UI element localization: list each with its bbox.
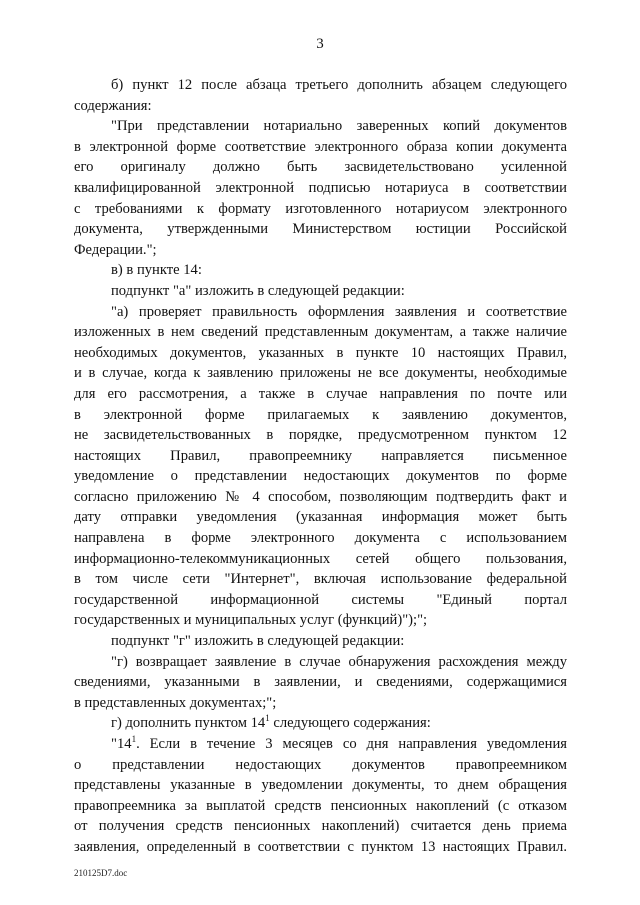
text-line: государственной информационной системы "Единый портал <box>74 591 567 608</box>
text-line: с требованиями к формату изготовленного нотариусом электронного <box>74 200 567 217</box>
text-line: в) в пункте 14: <box>111 262 202 279</box>
text-line: для его рассмотрения, а также в случае направления по почте или <box>74 385 567 402</box>
text-line: в представленных документах;"; <box>74 694 277 711</box>
text-line: квалифицированной электронной подписью нотариуса в соответствии <box>74 179 567 196</box>
text-line: Федерации."; <box>74 241 157 258</box>
text-line: в электронной форме соответствие электронного образа копии документа <box>74 138 567 155</box>
text-line: согласно приложению № 4 способом, позволяющим подтвердить факт и <box>74 488 567 505</box>
text-line: правопреемника за выплатой средств пенсионных накоплений (с отказом <box>74 797 567 814</box>
text-line: г) дополнить пунктом $14^1$ следующего содержания: <box>111 713 431 732</box>
text-line: направлена в форме электронного документа с использованием <box>74 530 567 547</box>
text-line: уведомление о представлении недостающих документов по форме <box>74 468 567 485</box>
document-body <box>74 75 567 858</box>
text-line: и в случае, когда к заявлению приложены не все документы, необходимые <box>74 365 567 382</box>
text-line: не засвидетельствованных в порядке, предусмотренном пунктом 12 <box>74 427 567 444</box>
text-line: содержания: <box>74 97 152 114</box>
text-line: представлены указанные в уведомлении документы, то днем обращения <box>74 777 567 794</box>
text-line: государственных и муниципальных услуг (функций)");"; <box>74 612 428 629</box>
text-line: его оригиналу должно быть засвидетельствовано усиленной <box>74 159 567 176</box>
text-line: подпункт "г" изложить в следующей редакции: <box>111 633 405 650</box>
text-line: сведениями, указанными в заявлении, и сведениями, содержащимися <box>74 674 567 691</box>
text-line: в электронной форме прилагаемых к заявлению документов, <box>74 406 567 423</box>
footer-filename: 210125D7.doc <box>74 868 128 878</box>
text-line: "г) возвращает заявление в случае обнаружения расхождения между <box>111 653 567 670</box>
text-line: "При представлении нотариально заверенных копий документов <box>111 118 567 135</box>
text-line: б) пункт 12 после абзаца третьего дополнить абзацем следующего <box>111 77 567 93</box>
text-line: в том числе сети "Интернет", включая использование федеральной <box>74 571 567 588</box>
text-line: "а) проверяет правильность оформления заявления и соответствие <box>111 303 567 320</box>
text-line: от получения средств пенсионных накоплений) считается день приема <box>74 818 567 835</box>
text-line: подпункт "а" изложить в следующей редакции: <box>111 282 405 299</box>
text-line: "$14^1$. Если в течение 3 месяцев со дня направления уведомления <box>111 734 567 752</box>
text-line: документа, утвержденными Министерством юстиции Российской <box>74 221 567 238</box>
text-line: о представлении недостающих документов правопреемником <box>74 756 567 773</box>
text-line: информационно-телекоммуникационных сетей общего пользования, <box>74 550 567 567</box>
text-line: заявления, определенный в соответствии с пунктом 13 настоящих Правил. <box>74 838 567 855</box>
page-number: 3 <box>316 36 324 52</box>
text-line: необходимых документов, указанных в пункте 10 настоящих Правил, <box>74 344 567 361</box>
text-line: дату отправки уведомления (указанная информация может быть <box>74 509 567 526</box>
text-line: настоящих Правил, правопреемнику направляется письменное <box>74 447 567 464</box>
text-line: изложенных в нем сведений представленным документам, а также наличие <box>74 324 567 341</box>
